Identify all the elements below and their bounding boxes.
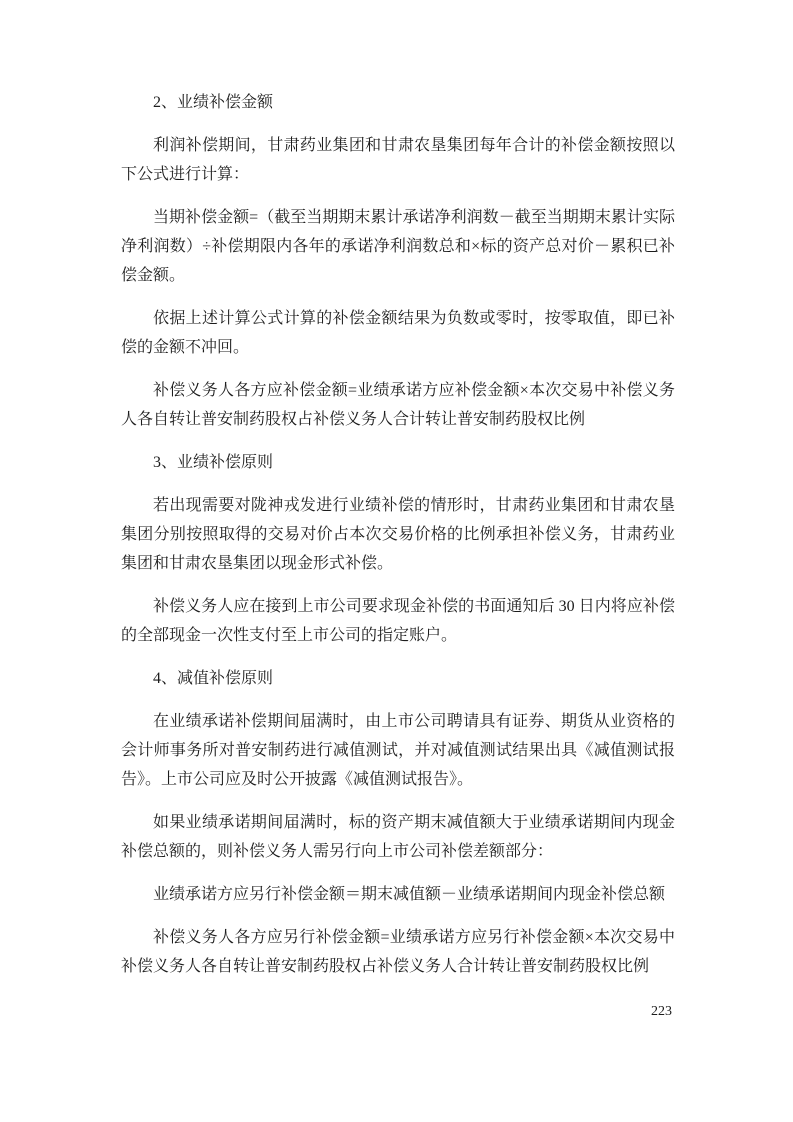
document-paragraph: 业绩承诺方应另行补偿金额＝期末减值额－业绩承诺期间内现金补偿总额 [153,886,666,903]
document-paragraph: 在业绩承诺补偿期间届满时，由上市公司聘请具有证券、期货从业资格的会计师事务所对普安制药进行减值测试，并对减值测试结果出具《减值测试报告》。上市公司应及时公开披露《减值测试报告》。 [121,713,675,788]
section-heading: 3、业绩补偿原则 [153,454,274,471]
document-paragraph: 利润补偿期间，甘肃药业集团和甘肃农垦集团每年合计的补偿金额按照以下公式进行计算： [121,137,675,183]
document-body [121,88,675,995]
document-paragraph: 补偿义务人各方应补偿金额=业绩承诺方应补偿金额×本次交易中补偿义务人各自转让普安制药股权占补偿义务人合计转让普安制药股权比例 [121,382,675,428]
document-paragraph: 若出现需要对陇神戎发进行业绩补偿的情形时，甘肃药业集团和甘肃农垦集团分别按照取得的交易对价占本次交易价格的比例承担补偿义务，甘肃药业集团和甘肃农垦集团以现金形式补偿。 [121,497,675,572]
section-heading: 4、减值补偿原则 [153,670,274,687]
document-paragraph: 依据上述计算公式计算的补偿金额结果为负数或零时，按零取值，即已补偿的金额不冲回。 [121,310,675,356]
document-paragraph: 补偿义务人应在接到上市公司要求现金补偿的书面通知后 30 日内将应补偿的全部现金一次性支付至上市公司的指定账户。 [121,598,675,644]
section-heading: 2、业绩补偿金额 [153,94,274,111]
document-paragraph: 补偿义务人各方应另行补偿金额=业绩承诺方应另行补偿金额×本次交易中补偿义务人各自转让普安制药股权占补偿义务人合计转让普安制药股权比例 [121,929,675,975]
document-paragraph: 如果业绩承诺期间届满时，标的资产期末减值额大于业绩承诺期间内现金补偿总额的，则补偿义务人需另行向上市公司补偿差额部分： [121,814,675,860]
document-paragraph: 当期补偿金额=（截至当期期末累计承诺净利润数－截至当期期末累计实际净利润数）÷补偿期限内各年的承诺净利润数总和×标的资产总对价－累积已补偿金额。 [121,209,675,284]
page-number: 223 [651,1004,672,1019]
